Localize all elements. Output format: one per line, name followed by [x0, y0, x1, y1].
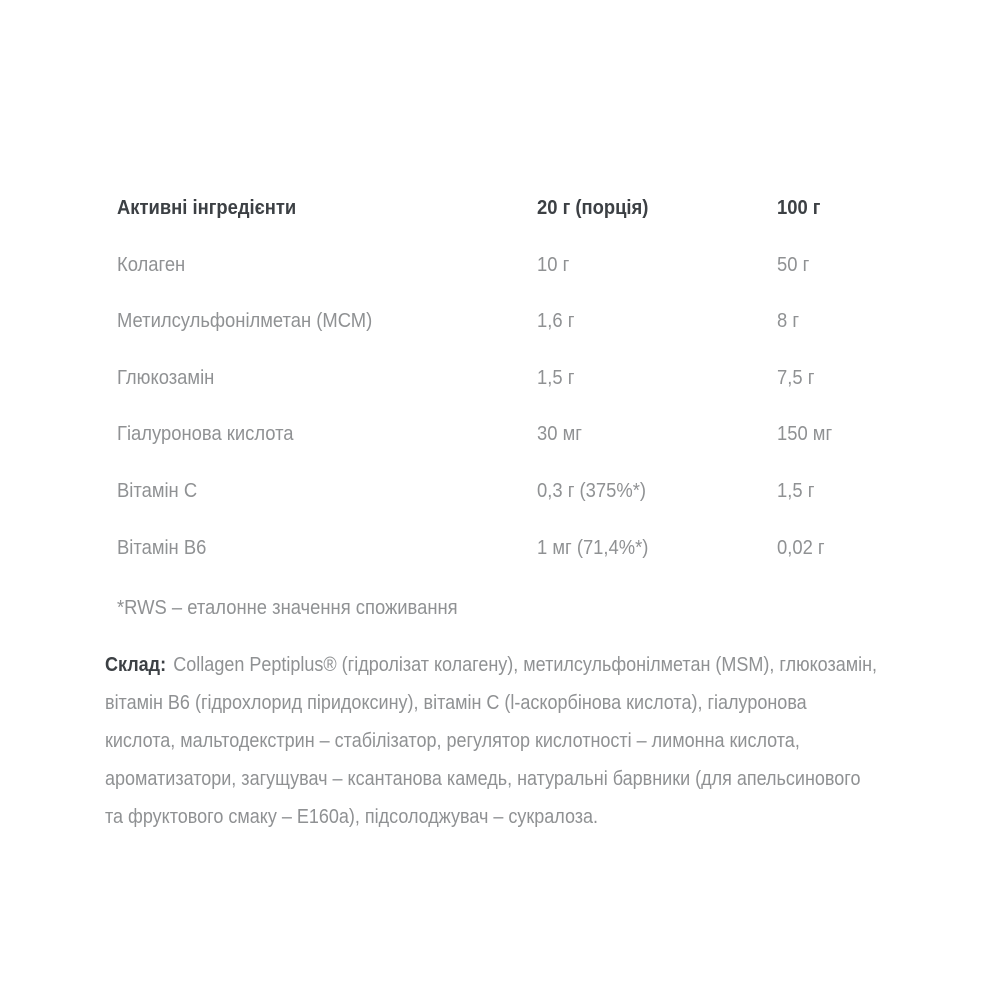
table-header-row [117, 196, 915, 253]
table-row [117, 366, 915, 423]
column-header-ingredients: Активні інгредієнти [117, 197, 297, 219]
table-footnote: *RWS – еталонне значення споживання [117, 597, 458, 620]
column-header-serving: 20 г (порція) [537, 197, 649, 219]
table-row [117, 536, 915, 593]
ingredient-name: Вітамін B6 [117, 536, 207, 559]
table-row [117, 253, 915, 310]
value-per-serving: 0,3 г (375%*) [537, 479, 646, 502]
product-info [105, 196, 915, 836]
value-per-100g: 1,5 г [777, 479, 815, 502]
value-per-serving: 30 мг [537, 423, 582, 446]
ingredient-name: Вітамін C [117, 479, 198, 502]
column-header-100g: 100 г [777, 197, 821, 219]
value-per-serving: 10 г [537, 253, 570, 276]
value-per-100g: 7,5 г [777, 366, 815, 389]
composition-text: Collagen Peptiplus® (гідролізат колагену), метилсульфонілметан (MSM), глюкозамін, вітамін B6 (гідрохлорид піридоксину), вітамін C (l-аскорбінова кислота), гіалуронова кислота, мальтодекстрин – стабілізатор, регулятор кислотності – лимонна кислота, ароматизатори, загущувач – ксантанова камедь, натуральні барвники (для апельсинового та фруктового смаку – E160a), підсолоджувач – сукралоза. [105, 654, 878, 829]
value-per-100g: 150 мг [777, 423, 833, 446]
table-body [117, 253, 915, 593]
value-per-serving: 1,6 г [537, 310, 575, 333]
table-row [117, 479, 915, 536]
ingredient-name: Глюкозамін [117, 366, 215, 389]
value-per-100g: 50 г [777, 253, 810, 276]
table-row [117, 309, 915, 366]
ingredient-name: Метилсульфонілметан (МСМ) [117, 310, 373, 333]
value-per-100g: 0,02 г [777, 536, 825, 559]
ingredient-name: Колаген [117, 253, 186, 276]
value-per-serving: 1 мг (71,4%*) [537, 536, 649, 559]
value-per-serving: 1,5 г [537, 366, 575, 389]
ingredients-table [105, 196, 915, 620]
composition-paragraph [105, 646, 879, 836]
value-per-100g: 8 г [777, 310, 800, 333]
ingredient-name: Гіалуронова кислота [117, 423, 294, 446]
composition-label: Склад: [105, 654, 167, 677]
table-row [117, 422, 915, 479]
